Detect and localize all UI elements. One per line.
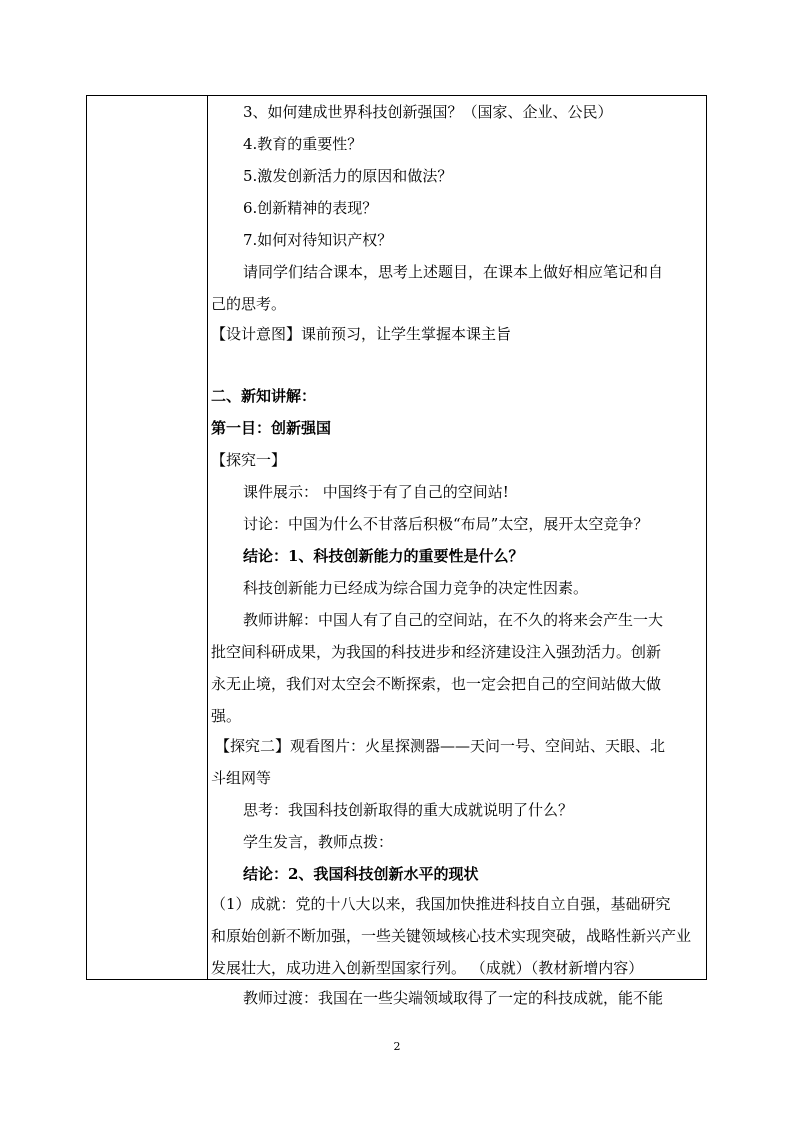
explore-2-line-2: 斗组网等: [211, 769, 272, 787]
conclusion-1: 结论：1、科技创新能力的重要性是什么？: [243, 547, 524, 565]
instruction-line-2: 己的思考。: [211, 295, 287, 313]
question-5: 5.激发创新活力的原因和做法？: [243, 167, 453, 185]
subsection-heading-1: 第一目：创新强国: [211, 419, 332, 437]
lesson-table: [86, 95, 707, 1007]
teacher-explanation-4: 强。: [211, 707, 242, 725]
question-4: 4.教育的重要性？: [243, 135, 363, 153]
column-divider: [207, 96, 208, 979]
achievement-line-1: （1）成就：党的十八大以来，我国加快推进科技自立自强，基础研究: [211, 895, 671, 913]
instruction-line-1: 请同学们结合课本，思考上述题目，在课本上做好相应笔记和自: [243, 263, 664, 281]
teacher-explanation-1: 教师讲解：中国人有了自己的空间站，在不久的将来会产生一大: [243, 611, 664, 629]
page-number: 2: [393, 1040, 401, 1053]
achievement-line-3: 发展壮大，成功进入创新型国家行列。 （成就）（教材新增内容）: [211, 959, 644, 977]
explore-1-label: 【探究一】: [211, 451, 287, 469]
question-7: 7.如何对待知识产权？: [243, 231, 393, 249]
design-intent: 【设计意图】课前预习，让学生掌握本课主旨: [211, 325, 512, 343]
conclusion-2: 结论：2、我国科技创新水平的现状: [243, 865, 479, 883]
question-3: 3、如何建成世界科技创新强国？（国家、企业、公民）: [243, 103, 613, 121]
teacher-explanation-3: 永无止境，我们对太空会不断探索，也一定会把自己的空间站做大做: [211, 675, 662, 693]
question-6: 6.创新精神的表现？: [243, 199, 378, 217]
courseware-line: 课件展示： 中国终于有了自己的空间站!: [243, 483, 509, 501]
thinking-line: 思考：我国科技创新取得的重大成就说明了什么？: [243, 801, 574, 819]
teacher-explanation-2: 批空间科研成果，为我国的科技进步和经济建设注入强劲活力。创新: [211, 643, 662, 661]
student-speech-line: 学生发言，教师点拨：: [243, 833, 394, 851]
section-heading-new-knowledge: 二、新知讲解：: [211, 387, 317, 405]
explore-2-line-1: 【探究二】观看图片：火星探测器——天问一号、空间站、天眼、北: [215, 737, 666, 755]
discussion-line: 讨论：中国为什么不甘落后积极“布局”太空，展开太空竞争？: [243, 515, 649, 533]
achievement-line-2: 和原始创新不断加强，一些关键领域核心技术实现突破，战略性新兴产业: [211, 927, 692, 945]
teacher-transition: 教师过渡：我国在一些尖端领域取得了一定的科技成就，能不能: [243, 989, 664, 1007]
conclusion-1-answer: 科技创新能力已经成为综合国力竞争的决定性因素。: [243, 579, 589, 597]
